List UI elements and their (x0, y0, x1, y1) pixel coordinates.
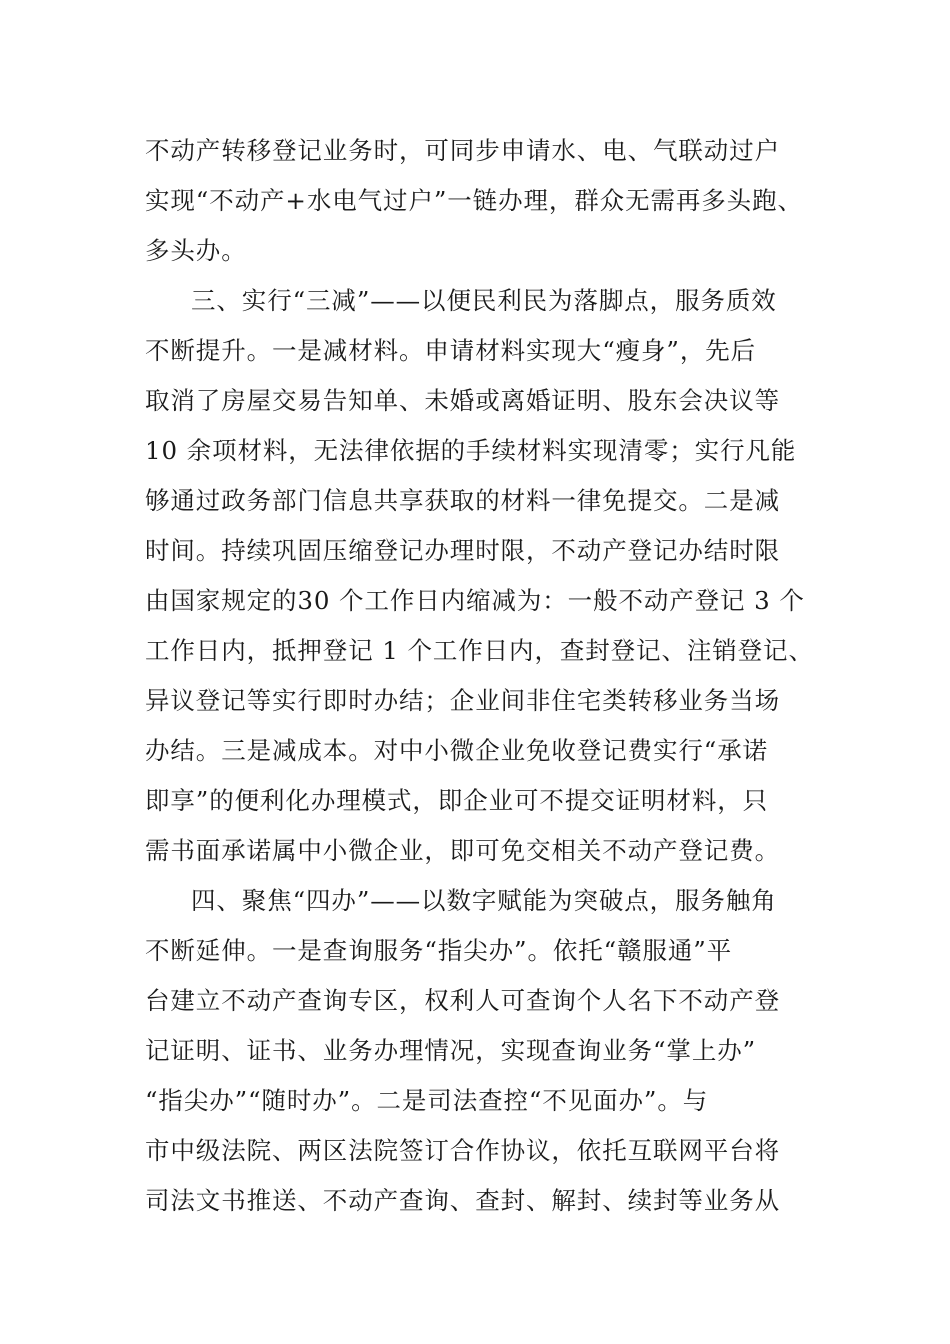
text-line: 异议登记等实行即时办结；企业间非住宅类转移业务当场 (145, 686, 780, 715)
text-line: 台建立不动产查询专区，权利人可查询个人名下不动产登 (145, 986, 780, 1015)
text-line: 多头办。 (145, 236, 247, 265)
paragraph-heading-line: 三、实行“三减”——以便民利民为落脚点，服务质效 (191, 286, 777, 315)
text-line: 不断提升。一是减材料。申请材料实现大“瘦身”，先后 (145, 336, 757, 365)
text-line: 实现“不动产+水电气过户”一链办理，群众无需再多头跑、 (145, 186, 803, 215)
text-line: 记证明、证书、业务办理情况，实现查询业务“掌上办” (145, 1036, 757, 1065)
text-line: 司法文书推送、不动产查询、查封、解封、续封等业务从 (145, 1186, 780, 1215)
text-line: 不断延伸。一是查询服务“指尖办”。依托“赣服通”平 (145, 936, 733, 965)
text-line: 10 余项材料，无法律依据的手续材料实现清零；实行凡能 (145, 436, 797, 465)
paragraph-heading-line: 四、聚焦“四办”——以数字赋能为突破点，服务触角 (191, 886, 777, 915)
text-line: 即享”的便利化办理模式，即企业可不提交证明材料，只 (145, 786, 769, 815)
text-line: 需书面承诺属中小微企业，即可免交相关不动产登记费。 (145, 836, 780, 865)
text-line: 时间。持续巩固压缩登记办理时限，不动产登记办结时限 (145, 536, 780, 565)
text-line: 由国家规定的30 个工作日内缩减为：一般不动产登记 3 个 (145, 586, 805, 615)
text-line: 工作日内，抵押登记 1 个工作日内，查封登记、注销登记、 (145, 636, 814, 665)
text-line: 够通过政务部门信息共享获取的材料一律免提交。二是减 (145, 486, 780, 515)
text-line: “指尖办”“随时办”。二是司法查控“不见面办”。与 (145, 1086, 709, 1115)
text-line: 不动产转移登记业务时，可同步申请水、电、气联动过户 (145, 136, 780, 165)
document-body (145, 126, 835, 1226)
text-line: 办结。三是减成本。对中小微企业免收登记费实行“承诺 (145, 736, 769, 765)
text-line: 市中级法院、两区法院签订合作协议，依托互联网平台将 (145, 1136, 780, 1165)
text-line: 取消了房屋交易告知单、未婚或离婚证明、股东会决议等 (145, 386, 780, 415)
